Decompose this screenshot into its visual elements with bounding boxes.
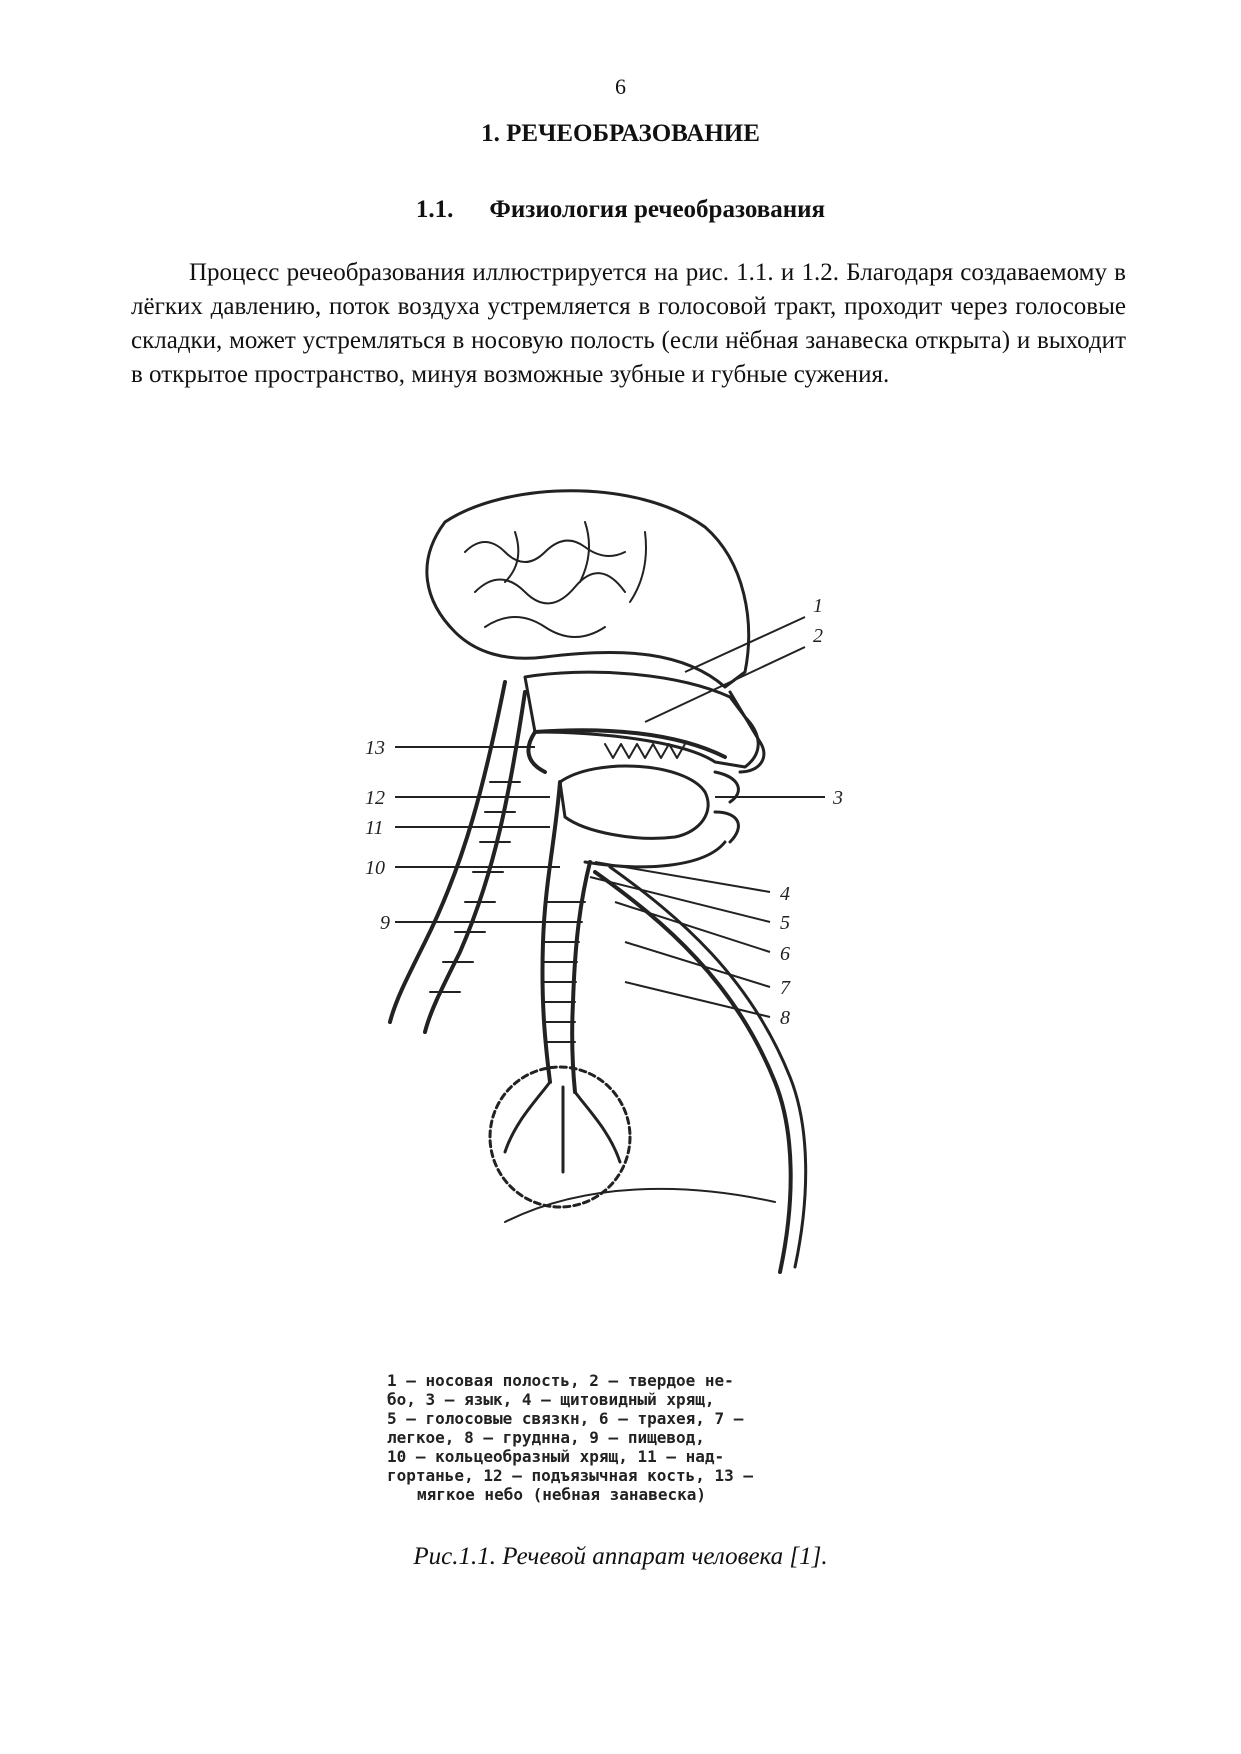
sternum [610,867,806,1267]
label-7: 7 [780,977,790,999]
section-number: 1.1. [415,196,454,223]
figure-caption: Рис.1.1. Речевой аппарат человека [1]. [413,1543,828,1570]
label-4: 4 [780,883,790,905]
skull-outline [427,491,749,687]
label-10: 10 [365,857,385,879]
lips [715,772,738,842]
body-paragraph: Процесс речеобразования иллюстрируется на рис. 1.1. и 1.2. Благодаря создаваемому в лёгких давлению, поток воздуха устремляется в голосовой тракт, проходит через голосовые складки, может устремляться в носовую полость (если нёбная занавеска открыта) и выходит в открытое пространство, минуя возможные зубные и губные сужения. [131,259,1126,388]
figure-legend [387,1370,915,1510]
section-title-text: Физиология речеобразования [489,196,826,223]
spine [390,682,525,1032]
page-number: 6 [615,74,626,99]
label-12: 12 [365,787,385,809]
legend-line: 1 — носовая полость, 2 — твердое не- [387,1371,734,1390]
label-5: 5 [780,912,790,934]
legend-line: гортанье, 12 — подъязычная кость, 13 — [387,1466,754,1485]
brain-folds [465,522,646,637]
label-13: 13 [365,737,385,759]
legend-line: мягкое небо (небная занавеска) [417,1485,706,1504]
label-1: 1 [813,595,823,617]
label-6: 6 [780,943,790,965]
section-title [0,196,1241,224]
tongue [560,766,708,838]
bronchi [505,1082,620,1172]
legend-line: бо, 3 — язык, 4 — щитовидный хрящ, [387,1390,715,1409]
diaphragm-line [505,1189,775,1222]
legend-line: легкое, 8 — груднна, 9 — пищевод, [387,1428,705,1447]
legend-line: 5 — голосовые связкн, 6 — трахея, 7 — [387,1409,744,1428]
chest-wall [595,872,791,1272]
label-11: 11 [365,817,384,839]
soft-palate [528,732,545,772]
label-9: 9 [380,912,390,934]
label-2: 2 [813,625,823,647]
trachea [542,782,590,1092]
legend-line: 10 — кольцеобразный хрящ, 11 — над- [387,1447,725,1466]
label-8: 8 [780,1007,790,1029]
label-3: 3 [833,787,843,809]
chapter-title: 1. РЕЧЕОБРАЗОВАНИЕ [481,120,760,147]
speech-apparatus-figure [365,482,955,1302]
